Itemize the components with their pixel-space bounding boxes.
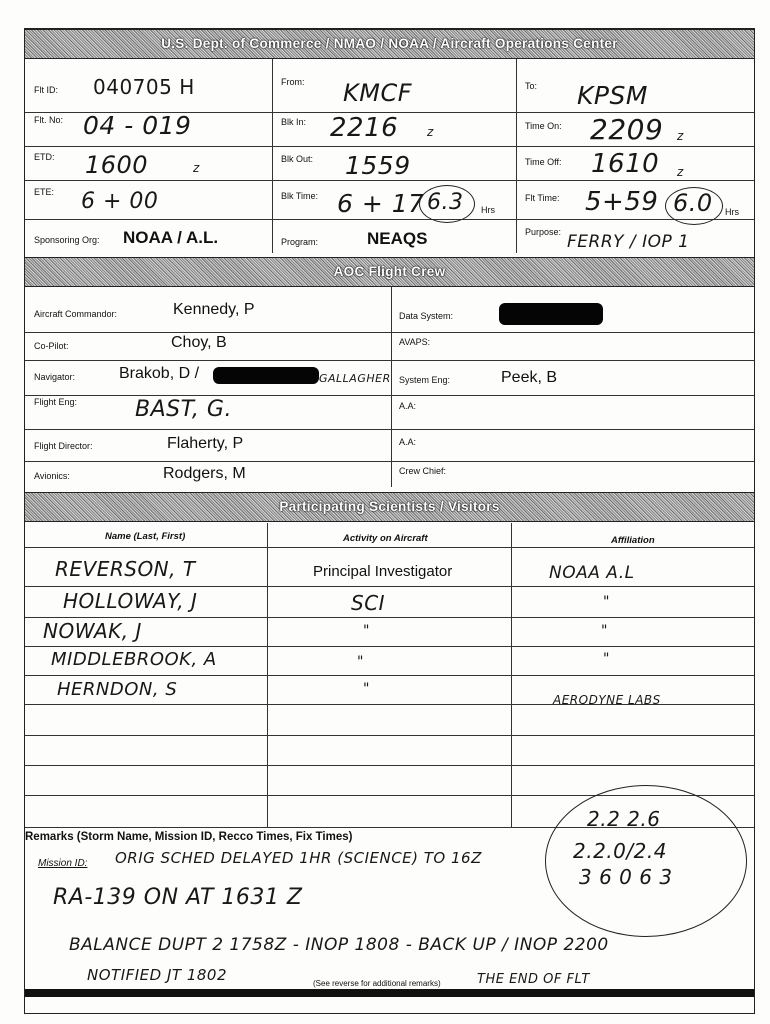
remarks-line-4: NOTIFIED JT 1802: [87, 966, 227, 984]
remarks-line-2: RA-139 ON AT 1631 Z: [53, 885, 303, 910]
program-label: Program:: [281, 237, 319, 247]
from-value: KMCF: [343, 79, 413, 107]
blk-time-value: 6 + 17: [337, 189, 425, 218]
ete-value: 6 + 00: [81, 189, 159, 214]
col-activity: Activity on Aircraft: [343, 533, 428, 544]
blk-out-value: 1559: [345, 151, 411, 180]
aa2-label: A.A:: [399, 437, 417, 447]
flight-director-value: Flaherty, P: [167, 435, 244, 452]
blk-in-label: Blk In:: [281, 117, 307, 127]
purpose-label: Purpose:: [525, 227, 562, 237]
circle-note-1: 2.2 2.6: [587, 807, 661, 831]
remarks-line-3: BALANCE DUPT 2 1758Z - INOP 1808 - BACK UP / INOP 2200: [69, 935, 609, 955]
navigator-label: Navigator:: [34, 372, 76, 382]
remarks-line-4b: THE END OF FLT: [477, 972, 590, 987]
copilot-label: Co-Pilot:: [34, 341, 69, 351]
blk-in-value: 2216: [330, 113, 399, 143]
avaps-label: AVAPS:: [399, 337, 431, 347]
remarks-line-1: ORIG SCHED DELAYED 1HR (SCIENCE) TO 16Z: [115, 849, 482, 867]
col-affiliation: Affiliation: [611, 535, 655, 546]
time-off-value: 1610: [591, 149, 660, 179]
flight-form: U.S. Dept. of Commerce / NMAO / NOAA / Aircraft Operations Center Flt ID: 040705 H From: KMCF To: KPSM Flt. No: 04 - 019 Blk In: 2216 z Time On: 2209 z ETD: 1600 z Blk Out: 1559 Time Off: 1610 z ETE: 6 + 00 Blk Time: 6 + 17 6.3 Hrs Flt Time: 5+59 6.0 Hrs Sponsoring Org: NOAA / A.L. Program: NEAQS Purpose: FERRY / IOP 1 AOC Flight Crew Aircraft Commandor: Kennedy, P Data System: Co-Pilot: Choy, B AVAPS: Navigator: Brakob, D / GALLAGHER System Eng: Peek, B Flight Eng: BAST, G. A.A: Flight Director: Flaherty, P A.A: Avionics: Rodgers, M Crew Chief: Participating Scientists / Visitors Name (Last, First) Activity on Aircraft Affiliation REVERSON, T Principal Investigator NOAA A.L HOLLOWAY, J SCI " NOWAK, J " " MIDDLEBROOK, A " " HERNDON, S " AERODYNE LABS 2.2 2.6 2.2.0/2.4 3 6 0 6 3 Remarks (Storm Name, Mission ID, Recco Times, Fix Times) Mission ID: ORIG SCHED DELAYED 1HR (SCIENCE) TO 16Z RA-139 ON AT 1631 Z BALANCE DUPT 2 1758Z - INOP 1808 - BACK UP / INOP 2200 NOTIFIED JT 1802 (See reverse for additional remarks) THE END OF FLT: [24, 28, 755, 1014]
sci-activity-3: ": [363, 623, 370, 639]
copilot-value: Choy, B: [171, 334, 227, 351]
blk-time-label: Blk Time:: [281, 191, 319, 201]
sponsor-value: NOAA / A.L.: [123, 228, 219, 247]
flt-no-label: Flt. No:: [34, 115, 64, 125]
form-header: U.S. Dept. of Commerce / NMAO / NOAA / Aircraft Operations Center: [25, 29, 754, 59]
blk-out-label: Blk Out:: [281, 154, 314, 164]
to-label: To:: [525, 81, 538, 91]
sci-affiliation-4: ": [603, 651, 610, 667]
scientists-header: Participating Scientists / Visitors: [25, 492, 754, 522]
crew-chief-label: Crew Chief:: [399, 466, 447, 476]
commander-value: Kennedy, P: [173, 301, 255, 318]
circle-note-2: 2.2.0/2.4: [573, 839, 667, 863]
navigator-value: Brakob, D /: [119, 365, 200, 382]
sci-name-2: HOLLOWAY, J: [63, 589, 198, 613]
sci-activity-5: ": [363, 681, 370, 697]
avionics-label: Avionics:: [34, 471, 70, 481]
data-system-label: Data System:: [399, 311, 454, 321]
etd-value: 1600: [85, 151, 149, 179]
aa1-label: A.A:: [399, 401, 417, 411]
blk-time-decimal: 6.3: [427, 190, 464, 215]
sci-affiliation-3: ": [601, 623, 608, 639]
program-value: NEAQS: [367, 229, 428, 248]
circle-note-3: 3 6 0 6 3: [579, 865, 673, 889]
sponsor-label: Sponsoring Org:: [34, 235, 100, 245]
from-label: From:: [281, 77, 305, 87]
flight-eng-label: Flight Eng:: [34, 397, 78, 407]
flt-time-label: Flt Time:: [525, 193, 560, 203]
sci-affiliation-5: AERODYNE LABS: [553, 693, 661, 707]
flight-director-label: Flight Director:: [34, 441, 93, 451]
sci-name-1: REVERSON, T: [55, 557, 196, 581]
navigator-handwritten: GALLAGHER: [319, 372, 391, 385]
sci-name-3: NOWAK, J: [43, 619, 142, 643]
system-eng-label: System Eng:: [399, 375, 451, 385]
purpose-value: FERRY / IOP 1: [567, 232, 690, 252]
flt-time-value: 5+59: [585, 187, 659, 217]
crew-header: AOC Flight Crew: [25, 257, 754, 287]
sci-name-4: MIDDLEBROOK, A: [51, 649, 217, 670]
sci-name-5: HERNDON, S: [57, 679, 178, 700]
sci-activity-1: Principal Investigator: [313, 563, 453, 580]
col-name: Name (Last, First): [105, 531, 186, 542]
ete-label: ETE:: [34, 187, 55, 197]
remarks-label: Remarks (Storm Name, Mission ID, Recco Times, Fix Times): [25, 831, 353, 843]
sci-affiliation-2: ": [603, 594, 610, 610]
avionics-value: Rodgers, M: [163, 465, 246, 482]
etd-label: ETD:: [34, 152, 55, 162]
flt-id-value: 040705 H: [93, 75, 195, 99]
time-off-label: Time Off:: [525, 157, 562, 167]
flt-no-value: 04 - 019: [83, 111, 192, 140]
redaction-navigator: [213, 367, 319, 384]
flt-id-label: Flt ID:: [34, 85, 58, 95]
commander-label: Aircraft Commandor:: [34, 309, 118, 319]
see-reverse-note: (See reverse for additional remarks): [313, 979, 441, 988]
system-eng-value: Peek, B: [501, 369, 558, 386]
flight-eng-value: BAST, G.: [135, 397, 232, 422]
flt-time-decimal: 6.0: [673, 189, 713, 217]
mission-id-label: Mission ID:: [38, 858, 88, 869]
sci-affiliation-1: NOAA A.L: [549, 563, 635, 583]
to-value: KPSM: [577, 81, 648, 110]
sci-activity-2: SCI: [351, 591, 386, 615]
time-on-value: 2209: [590, 113, 664, 146]
redaction-data-system: [499, 303, 603, 325]
sci-activity-4: ": [357, 654, 364, 670]
time-on-label: Time On:: [525, 121, 562, 131]
